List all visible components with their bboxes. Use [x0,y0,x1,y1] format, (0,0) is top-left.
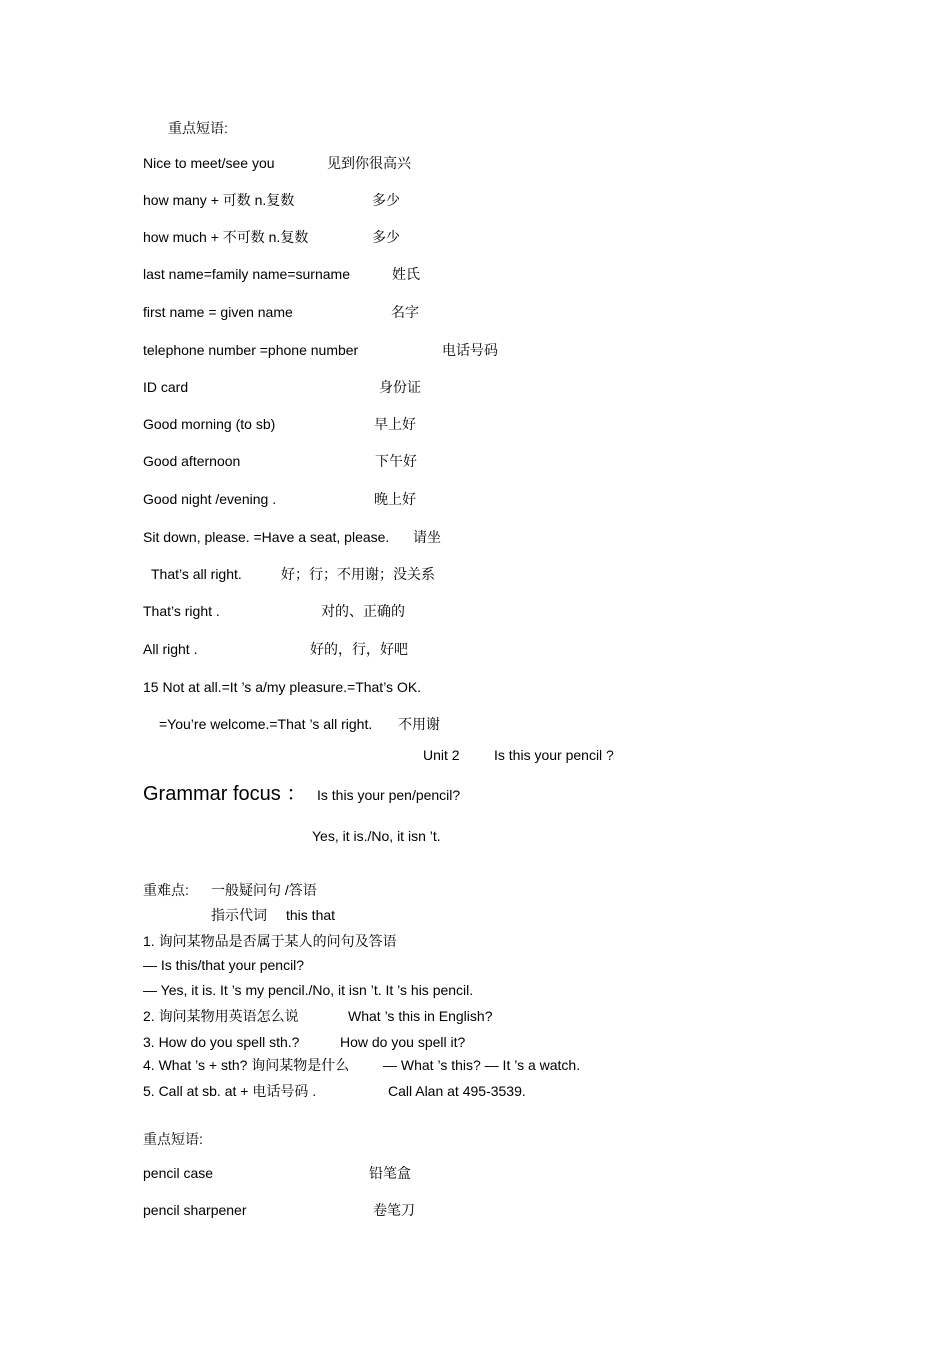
section-heading: 重点短语: [168,120,228,136]
phrase-en: how much + 不可数 n.复数 [143,229,309,245]
phrase-zh: 好；行；不用谢；没关系 [281,566,435,582]
phrase-en: 15 Not at all.=It ’s a/my pleasure.=That’s OK. [143,679,422,695]
phrase-en: Nice to meet/see you [143,155,275,171]
phrase-zh: 多少 [372,192,400,208]
grammar-answer: Yes, it is./No, it isn ’t. [312,828,441,844]
phrase-zh: 电话号码 [442,342,498,358]
grammar-question: Is this your pen/pencil? [317,787,461,803]
phrase-en: Good morning (to sb) [143,416,276,432]
phrase-en: Good afternoon [143,453,241,469]
key-point-item: 一般疑问句 /答语 [211,882,317,898]
phrase-en: All right . [143,641,198,657]
phrase-zh: 对的、正确的 [321,603,405,619]
phrase-zh: 下午好 [375,453,417,469]
phrase-zh: 请坐 [413,529,441,545]
point-example: Call Alan at 495-3539. [388,1083,526,1099]
phrase-zh: 多少 [372,229,400,245]
phrase-en: pencil sharpener [143,1202,247,1218]
phrase-en: =You’re welcome.=That ’s all right. [159,716,373,732]
phrase-en: ID card [143,379,189,395]
point-line: 1. 询问某物品是否属于某人的问句及答语 [143,933,397,949]
point-example: What ’s this in English? [348,1008,493,1024]
point-line: 3. How do you spell sth.? [143,1034,300,1050]
phrase-zh: 名字 [391,304,419,320]
key-point-words: this that [286,907,336,923]
point-line: — Is this/that your pencil? [143,957,305,973]
phrase-en: That’s right . [143,603,220,619]
phrase-en: Sit down, please. =Have a seat, please. [143,529,390,545]
phrase-en: Good night /evening . [143,491,277,507]
point-line: 4. What ’s + sth? 询问某物是什么 [143,1057,350,1073]
phrase-zh: 铅笔盒 [369,1165,411,1181]
phrase-zh: 身份证 [379,379,421,395]
phrase-en: first name = given name [143,304,293,320]
phrase-zh: 好的，行，好吧 [310,641,408,657]
point-line: — Yes, it is. It ’s my pencil./No, it isn ’t. It ’s his pencil. [143,982,474,998]
unit-label: Unit 2 [423,747,460,763]
point-line: 5. Call at sb. at + 电话号码 . [143,1083,317,1099]
phrase-en: last name=family name=surname [143,266,350,282]
key-points-label: 重难点: [143,882,189,898]
phrase-zh: 晚上好 [374,491,416,507]
phrase-zh: 见到你很高兴 [327,155,411,171]
grammar-focus-label: Grammar focus ： [143,783,307,805]
point-example: — What ’s this? — It ’s a watch. [383,1057,581,1073]
point-example: How do you spell it? [340,1034,466,1050]
section-heading: 重点短语: [143,1131,203,1147]
key-point-item: 指示代词 [211,907,267,923]
unit-title: Is this your pencil ? [494,747,614,763]
phrase-en: how many + 可数 n.复数 [143,192,295,208]
phrase-zh: 卷笔刀 [373,1202,415,1218]
phrase-en: That’s all right. [151,566,242,582]
phrase-zh: 姓氏 [392,266,420,282]
phrase-zh: 不用谢 [398,716,440,732]
phrase-en: pencil case [143,1165,214,1181]
phrase-zh: 早上好 [374,416,416,432]
point-line: 2. 询问某物用英语怎么说 [143,1008,299,1024]
phrase-en: telephone number =phone number [143,342,359,358]
